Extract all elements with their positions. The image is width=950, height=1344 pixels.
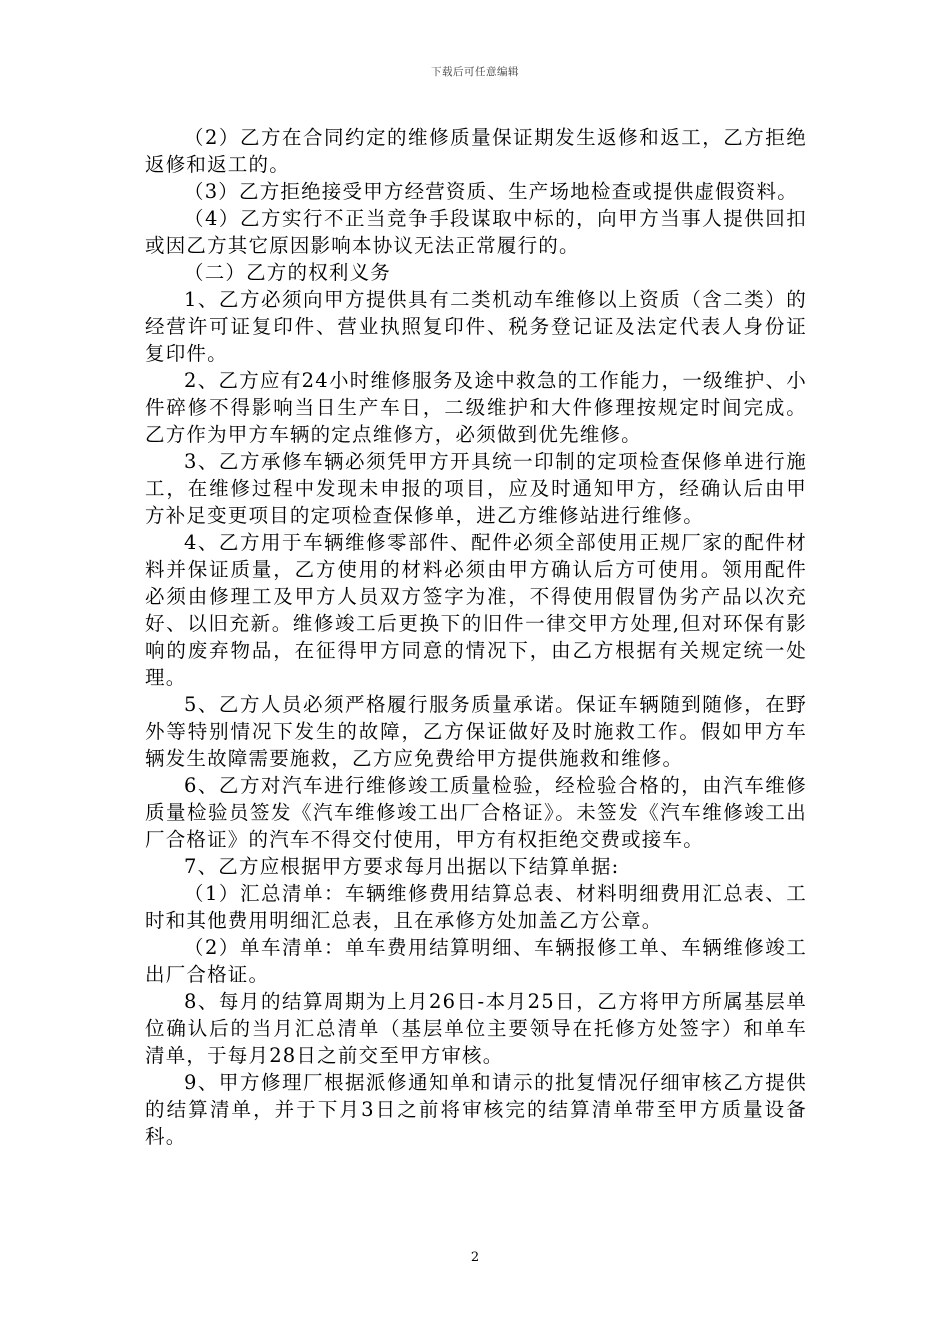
paragraph: （1）汇总清单：车辆维修费用结算总表、材料明细费用汇总表、工时和其他费用明细汇总表，且在承修方处加盖乙方公章。 — [145, 882, 807, 932]
paragraph: 7、乙方应根据甲方要求每月出据以下结算单据: — [184, 855, 620, 878]
paragraph: 4、乙方用于车辆维修零部件、配件必须全部使用正规厂家的配件材料并保证质量，乙方使用的材料必须由甲方确认后方可使用。领用配件必须由修理工及甲方人员双方签字为准，不得使用假冒伪劣产品以次充好、以旧充新。维修竣工后更换下的旧件一律交甲方处理,但对环保有影响的废弃物品，在征得甲方同意的情况下，由乙方根据有关规定统一处理。 — [145, 531, 807, 689]
page-header: 下载后可任意编辑 — [431, 66, 519, 78]
paragraph: （2）单车清单：单车费用结算明细、车辆报修工单、车辆维修竣工出厂合格证。 — [145, 936, 807, 986]
paragraph: 3、乙方承修车辆必须凭甲方开具统一印制的定项检查保修单进行施工，在维修过程中发现未申报的项目，应及时通知甲方，经确认后由甲方补足变更项目的定项检查保修单，进乙方维修站进行维修。 — [145, 450, 807, 527]
paragraph: 6、乙方对汽车进行维修竣工质量检验，经检验合格的，由汽车维修质量检验员签发《汽车维修竣工出厂合格证》。未签发《汽车维修竣工出厂合格证》的汽车不得交付使用，甲方有权拒绝交费或接车。 — [145, 774, 807, 851]
paragraph: （2）乙方在合同约定的维修质量保证期发生返修和返工，乙方拒绝返修和返工的。 — [145, 126, 807, 176]
section-heading: （二）乙方的权利义务 — [184, 261, 392, 284]
page-number: 2 — [470, 1250, 480, 1265]
paragraph: 1、乙方必须向甲方提供具有二类机动车维修以上资质（含二类）的经营许可证复印件、营业执照复印件、税务登记证及法定代表人身份证复印件。 — [145, 288, 807, 365]
document-body — [145, 124, 807, 1150]
paragraph: 9、甲方修理厂根据派修通知单和请示的批复情况仔细审核乙方提供的结算清单，并于下月3日之前将审核完的结算清单带至甲方质量设备科。 — [145, 1071, 807, 1148]
paragraph: （4）乙方实行不正当竞争手段谋取中标的，向甲方当事人提供回扣或因乙方其它原因影响本协议无法正常履行的。 — [145, 207, 807, 257]
paragraph: 8、每月的结算周期为上月26日-本月25日，乙方将甲方所属基层单位确认后的当月汇总清单（基层单位主要领导在托修方处签字）和单车清单，于每月28日之前交至甲方审核。 — [145, 990, 807, 1067]
paragraph: （3）乙方拒绝接受甲方经营资质、生产场地检查或提供虚假资料。 — [184, 180, 798, 203]
paragraph: 5、乙方人员必须严格履行服务质量承诺。保证车辆随到随修，在野外等特别情况下发生的故障，乙方保证做好及时施救工作。假如甲方车辆发生故障需要施救，乙方应免费给甲方提供施救和维修。 — [145, 693, 807, 770]
paragraph: 2、乙方应有24小时维修服务及途中救急的工作能力，一级维护、小件碎修不得影响当日生产车日，二级维护和大件修理按规定时间完成。乙方作为甲方车辆的定点维修方，必须做到优先维修。 — [145, 369, 807, 446]
